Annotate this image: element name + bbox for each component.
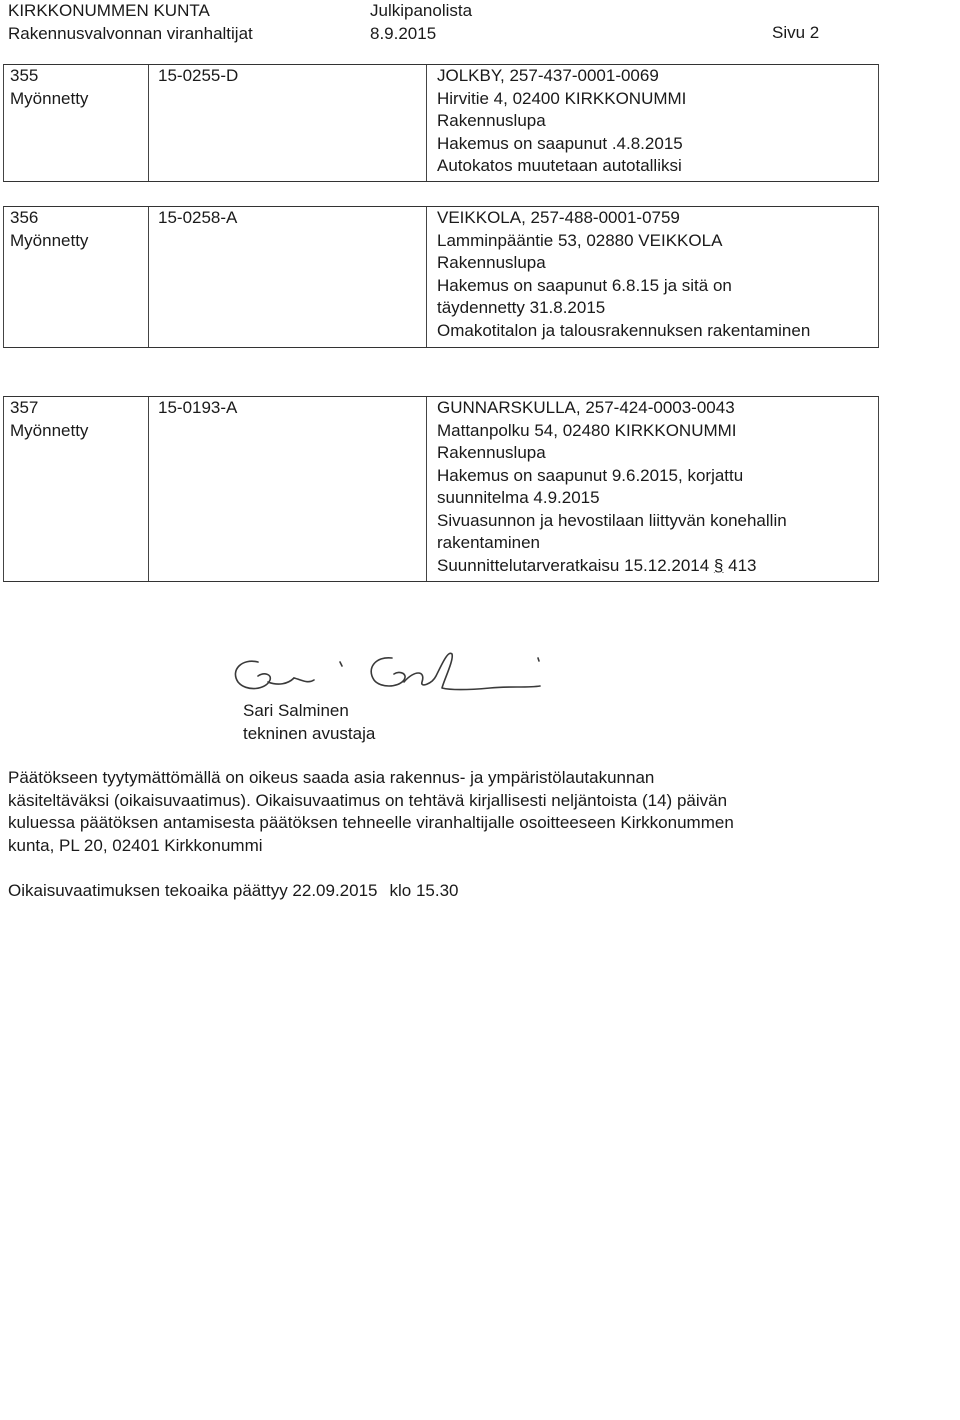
column-divider bbox=[426, 65, 427, 181]
case-id-cell bbox=[158, 207, 237, 230]
page-number: Sivu 2 bbox=[772, 23, 820, 42]
appeal-line: kunta, PL 20, 02401 Kirkkonummi bbox=[8, 835, 263, 855]
column-divider bbox=[426, 397, 427, 581]
case-id: 15-0255-D bbox=[158, 66, 239, 85]
project-description: Sivuasunnon ja hevostilaan liittyvän konehallin bbox=[437, 510, 787, 530]
address: Hirvitie 4, 02400 KIRKKONUMMI bbox=[437, 88, 687, 108]
appeal-deadline bbox=[8, 880, 459, 903]
case-id-cell bbox=[158, 397, 237, 420]
application-received: Hakemus on saapunut .4.8.2015 bbox=[437, 133, 683, 153]
property-id: GUNNARSKULLA, 257-424-0003-0043 bbox=[437, 398, 735, 417]
signatory-block bbox=[243, 700, 375, 745]
appeal-line: kuluessa päätöksen antamisesta päätöksen tehneelle viranhaltijalle osoitteeseen Kirkkonummen bbox=[8, 813, 734, 832]
deadline-text: Oikaisuvaatimuksen tekoaika päättyy 22.09.2015 bbox=[8, 881, 378, 900]
application-supplemented: täydennetty 31.8.2015 bbox=[437, 298, 606, 317]
section-sign: § bbox=[713, 555, 724, 575]
permit-type: Rakennuslupa bbox=[437, 111, 546, 130]
deadline-time: klo 15.30 bbox=[389, 881, 459, 900]
property-id: JOLKBY, 257-437-0001-0069 bbox=[437, 66, 659, 85]
column-divider bbox=[148, 207, 149, 347]
case-355 bbox=[3, 64, 879, 182]
case-number: 355 bbox=[10, 66, 39, 85]
appeal-line: käsiteltäväksi (oikaisuvaatimus). Oikaisuvaatimus on tehtävä kirjallisesti neljäntoista (14) päivän bbox=[8, 790, 728, 810]
case-number-cell bbox=[10, 207, 88, 252]
planning-decision-text: Suunnittelutarveratkaisu 15.12.2014 bbox=[437, 555, 714, 575]
signatory-name: Sari Salminen bbox=[243, 701, 349, 720]
case-id: 15-0193-A bbox=[158, 398, 238, 417]
case-details-cell bbox=[437, 207, 810, 342]
permit-type: Rakennuslupa bbox=[437, 253, 546, 272]
column-divider bbox=[148, 65, 149, 181]
case-id: 15-0258-A bbox=[158, 208, 238, 227]
column-divider bbox=[426, 207, 427, 347]
header-middle bbox=[370, 0, 472, 45]
signatory-title: tekninen avustaja bbox=[243, 723, 376, 743]
case-356 bbox=[3, 206, 879, 348]
municipality-name: KIRKKONUMMEN KUNTA bbox=[8, 1, 210, 20]
planning-decision-number: 413 bbox=[723, 555, 757, 575]
address: Mattanpolku 54, 02480 KIRKKONUMMI bbox=[437, 420, 737, 440]
case-status: Myönnetty bbox=[10, 88, 89, 108]
document-type: Julkipanolista bbox=[370, 1, 473, 20]
case-number: 357 bbox=[10, 398, 39, 417]
property-id: VEIKKOLA, 257-488-0001-0759 bbox=[437, 208, 680, 227]
handwritten-signature bbox=[228, 640, 558, 700]
project-description: Omakotitalon ja talousrakennuksen rakentaminen bbox=[437, 320, 811, 340]
case-status: Myönnetty bbox=[10, 420, 89, 440]
case-status: Myönnetty bbox=[10, 230, 89, 250]
application-received: Hakemus on saapunut 9.6.2015, korjattu bbox=[437, 465, 744, 485]
address: Lamminpääntie 53, 02880 VEIKKOLA bbox=[437, 230, 723, 250]
office-name: Rakennusvalvonnan viranhaltijat bbox=[8, 23, 253, 43]
case-357 bbox=[3, 396, 879, 582]
document-date: 8.9.2015 bbox=[370, 23, 437, 43]
appeal-line: Päätökseen tyytymättömällä on oikeus saada asia rakennus- ja ympäristölautakunnan bbox=[8, 768, 655, 787]
column-divider bbox=[148, 397, 149, 581]
case-number: 356 bbox=[10, 208, 39, 227]
project-description: Autokatos muutetaan autotalliksi bbox=[437, 156, 682, 175]
case-id-cell bbox=[158, 65, 238, 88]
case-number-cell bbox=[10, 397, 88, 442]
revised-plan: suunnitelma 4.9.2015 bbox=[437, 488, 600, 507]
project-description-cont: rakentaminen bbox=[437, 533, 541, 552]
header-left bbox=[8, 0, 253, 45]
case-details-cell bbox=[437, 397, 787, 577]
application-received: Hakemus on saapunut 6.8.15 ja sitä on bbox=[437, 275, 732, 295]
planning-decision bbox=[437, 555, 787, 578]
case-number-cell bbox=[10, 65, 88, 110]
case-details-cell bbox=[437, 65, 686, 178]
appeal-instructions bbox=[8, 767, 734, 857]
permit-type: Rakennuslupa bbox=[437, 443, 546, 462]
